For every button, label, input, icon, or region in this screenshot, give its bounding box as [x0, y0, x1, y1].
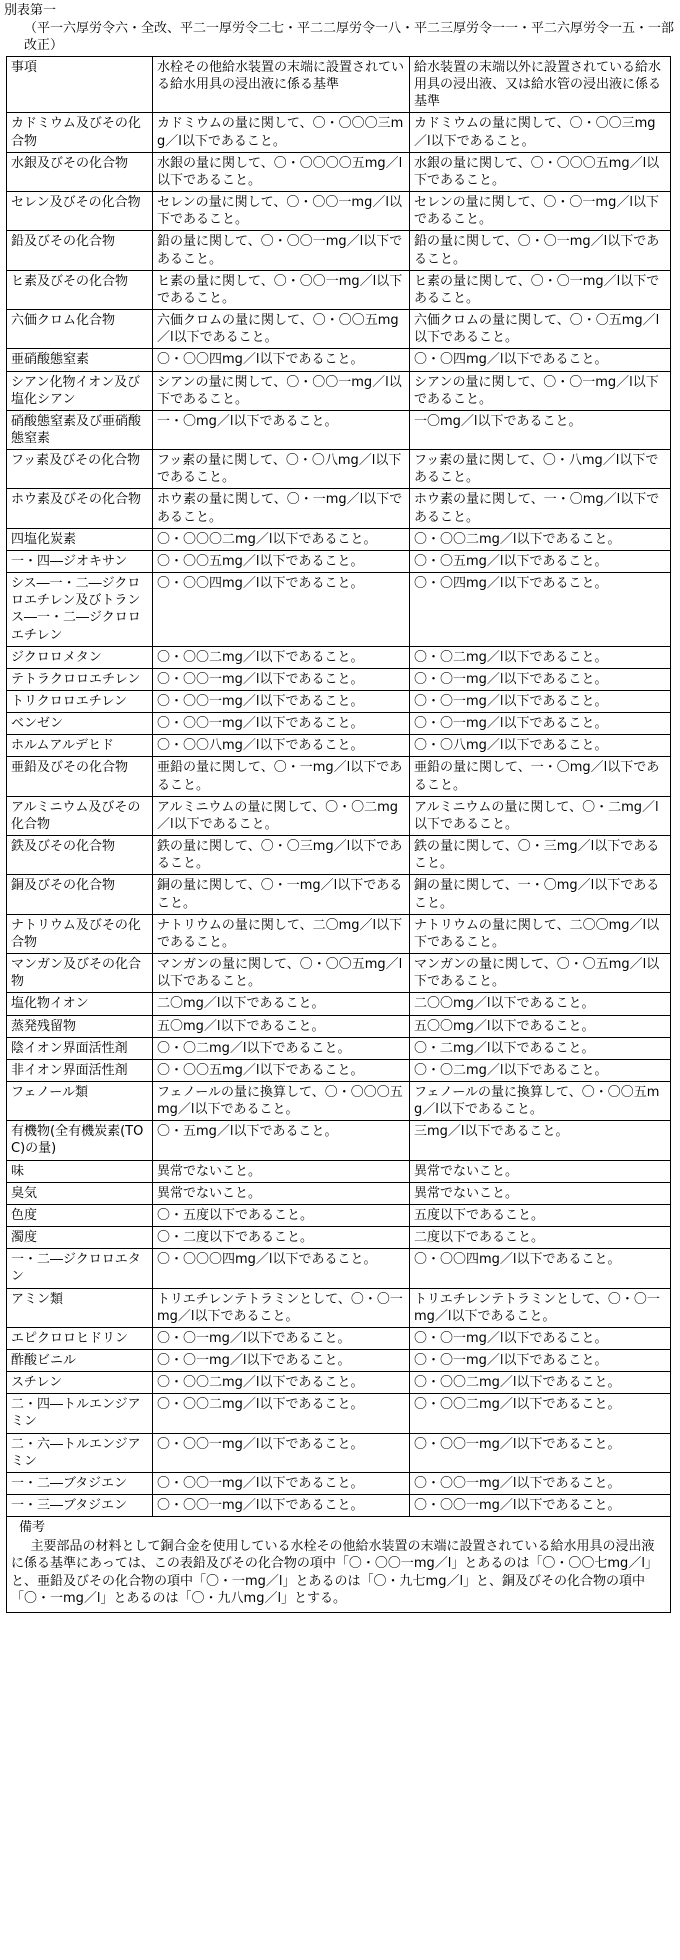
row-non-terminal-value: セレンの量に関して、〇・〇一mg／l以下であること。 — [410, 192, 671, 231]
row-non-terminal-value: 〇・〇四mg／l以下であること。 — [410, 349, 671, 371]
row-non-terminal-value: 〇・〇二mg／l以下であること。 — [410, 646, 671, 668]
row-terminal-value: 〇・〇〇四mg／l以下であること。 — [153, 349, 410, 371]
table-row — [7, 489, 671, 528]
row-non-terminal-value: 〇・〇二mg／l以下であること。 — [410, 1059, 671, 1081]
table-row — [7, 231, 671, 270]
table-row — [7, 993, 671, 1015]
header-terminal-standard: 水栓その他給水装置の末端に設置されている給水用具の浸出液に係る基準 — [153, 57, 410, 113]
row-terminal-value: 銅の量に関して、〇・一mg／l以下であること。 — [153, 875, 410, 914]
row-terminal-value: 〇・〇〇一mg／l以下であること。 — [153, 1472, 410, 1494]
table-row — [7, 836, 671, 875]
table-row — [7, 646, 671, 668]
table-row — [7, 113, 671, 152]
row-non-terminal-value: 異常でないこと。 — [410, 1182, 671, 1204]
row-item: アルミニウム及びその化合物 — [7, 796, 153, 835]
row-non-terminal-value: 銅の量に関して、一・〇mg／l以下であること。 — [410, 875, 671, 914]
row-terminal-value: 異常でないこと。 — [153, 1160, 410, 1182]
row-terminal-value: 六価クロムの量に関して、〇・〇〇五mg／l以下であること。 — [153, 310, 410, 349]
row-terminal-value: 〇・〇〇一mg／l以下であること。 — [153, 1433, 410, 1472]
row-terminal-value: 〇・〇一mg／l以下であること。 — [153, 1350, 410, 1372]
row-non-terminal-value: 〇・〇一mg／l以下であること。 — [410, 691, 671, 713]
row-non-terminal-value: 〇・〇一mg／l以下であること。 — [410, 668, 671, 690]
row-non-terminal-value: ヒ素の量に関して、〇・〇一mg／l以下であること。 — [410, 270, 671, 309]
row-terminal-value: 亜鉛の量に関して、〇・一mg／l以下であること。 — [153, 757, 410, 796]
row-item: マンガン及びその化合物 — [7, 954, 153, 993]
document-title: 別表第一 — [4, 3, 57, 18]
row-terminal-value: 〇・五度以下であること。 — [153, 1204, 410, 1226]
table-row — [7, 954, 671, 993]
row-item: ヒ素及びその化合物 — [7, 270, 153, 309]
row-item: フッ素及びその化合物 — [7, 450, 153, 489]
row-item: 鉄及びその化合物 — [7, 836, 153, 875]
row-terminal-value: 二〇mg／l以下であること。 — [153, 993, 410, 1015]
remarks-text: 主要部品の材料として銅合金を使用している水栓その他給水装置の末端に設置されている給水用具の浸出液に係る基準にあっては、この表鉛及びその化合物の項中「〇・〇〇一mg／l」とあるのは「〇・〇〇七mg／l」と、亜鉛及びその化合物の項中「〇・一mg／l」とあるのは「〇・九七mg／l」と、銅及びその化合物の項中「〇・一mg／l」とあるのは「〇・九八mg／l」とする。 — [11, 1538, 658, 1607]
row-non-terminal-value: 〇・〇八mg／l以下であること。 — [410, 735, 671, 757]
standards-table-body — [7, 57, 671, 1517]
row-item: 亜鉛及びその化合物 — [7, 757, 153, 796]
table-row — [7, 573, 671, 647]
row-item: 味 — [7, 1160, 153, 1182]
row-item: 二・六―トルエンジアミン — [7, 1433, 153, 1472]
table-row — [7, 1372, 671, 1394]
row-non-terminal-value: 異常でないこと。 — [410, 1160, 671, 1182]
row-non-terminal-value: 三mg／l以下であること。 — [410, 1121, 671, 1160]
row-terminal-value: 〇・〇〇二mg／l以下であること。 — [153, 646, 410, 668]
row-terminal-value: トリエチレンテトラミンとして、〇・〇一mg／l以下であること。 — [153, 1288, 410, 1327]
table-row — [7, 310, 671, 349]
table-row — [7, 1182, 671, 1204]
row-non-terminal-value: 六価クロムの量に関して、〇・〇五mg／l以下であること。 — [410, 310, 671, 349]
row-item: テトラクロロエチレン — [7, 668, 153, 690]
row-item: ジクロロメタン — [7, 646, 153, 668]
row-non-terminal-value: 〇・〇〇二mg／l以下であること。 — [410, 1372, 671, 1394]
row-non-terminal-value: 水銀の量に関して、〇・〇〇〇五mg／l以下であること。 — [410, 152, 671, 191]
row-terminal-value: 〇・〇〇八mg／l以下であること。 — [153, 735, 410, 757]
row-terminal-value: 〇・〇〇一mg／l以下であること。 — [153, 668, 410, 690]
row-item: アミン類 — [7, 1288, 153, 1327]
row-non-terminal-value: 〇・〇〇二mg／l以下であること。 — [410, 1394, 671, 1433]
standards-table — [6, 56, 671, 1517]
row-item: フェノール類 — [7, 1081, 153, 1120]
table-row — [7, 1204, 671, 1226]
row-terminal-value: 〇・〇〇五mg／l以下であること。 — [153, 1059, 410, 1081]
row-terminal-value: 〇・〇〇五mg／l以下であること。 — [153, 550, 410, 572]
row-item: カドミウム及びその化合物 — [7, 113, 153, 152]
table-row — [7, 1288, 671, 1327]
row-terminal-value: ナトリウムの量に関して、二〇mg／l以下であること。 — [153, 914, 410, 953]
row-terminal-value: 〇・〇〇二mg／l以下であること。 — [153, 1372, 410, 1394]
row-non-terminal-value: 一〇mg／l以下であること。 — [410, 410, 671, 449]
row-non-terminal-value: フェノールの量に換算して、〇・〇〇五mg／l以下であること。 — [410, 1081, 671, 1120]
row-non-terminal-value: アルミニウムの量に関して、〇・二mg／l以下であること。 — [410, 796, 671, 835]
row-terminal-value: 水銀の量に関して、〇・〇〇〇〇五mg／l以下であること。 — [153, 152, 410, 191]
table-row — [7, 1249, 671, 1288]
row-item: ベンゼン — [7, 713, 153, 735]
row-terminal-value: シアンの量に関して、〇・〇〇一mg／l以下であること。 — [153, 371, 410, 410]
row-terminal-value: フェノールの量に換算して、〇・〇〇〇五mg／l以下であること。 — [153, 1081, 410, 1120]
row-item: 水銀及びその化合物 — [7, 152, 153, 191]
table-row — [7, 713, 671, 735]
row-item: 有機物(全有機炭素(TOC)の量) — [7, 1121, 153, 1160]
row-item: ホウ素及びその化合物 — [7, 489, 153, 528]
row-terminal-value: フッ素の量に関して、〇・〇八mg／l以下であること。 — [153, 450, 410, 489]
row-item: シアン化物イオン及び塩化シアン — [7, 371, 153, 410]
row-item: 一・二―ブタジエン — [7, 1472, 153, 1494]
row-terminal-value: 〇・〇〇一mg／l以下であること。 — [153, 691, 410, 713]
table-row — [7, 668, 671, 690]
row-item: シス―一・二―ジクロロエチレン及びトランス―一・二―ジクロロエチレン — [7, 573, 153, 647]
row-item: ホルムアルデヒド — [7, 735, 153, 757]
row-item: 非イオン界面活性剤 — [7, 1059, 153, 1081]
table-row — [7, 1059, 671, 1081]
table-row — [7, 1037, 671, 1059]
row-non-terminal-value: 〇・〇〇二mg／l以下であること。 — [410, 528, 671, 550]
table-row — [7, 735, 671, 757]
row-item: スチレン — [7, 1372, 153, 1394]
row-non-terminal-value: 〇・〇〇一mg／l以下であること。 — [410, 1472, 671, 1494]
row-terminal-value: 〇・〇〇〇二mg／l以下であること。 — [153, 528, 410, 550]
row-terminal-value: セレンの量に関して、〇・〇〇一mg／l以下であること。 — [153, 192, 410, 231]
table-row — [7, 528, 671, 550]
row-item: 色度 — [7, 1204, 153, 1226]
row-terminal-value: ホウ素の量に関して、〇・一mg／l以下であること。 — [153, 489, 410, 528]
row-non-terminal-value: カドミウムの量に関して、〇・〇〇三mg／l以下であること。 — [410, 113, 671, 152]
row-terminal-value: 五〇mg／l以下であること。 — [153, 1015, 410, 1037]
header-item: 事項 — [7, 57, 153, 113]
table-row — [7, 1160, 671, 1182]
table-row — [7, 1227, 671, 1249]
table-row — [7, 1081, 671, 1120]
row-item: 一・二―ジクロロエタン — [7, 1249, 153, 1288]
row-item: トリクロロエチレン — [7, 691, 153, 713]
table-row — [7, 1121, 671, 1160]
row-non-terminal-value: マンガンの量に関して、〇・〇五mg／l以下であること。 — [410, 954, 671, 993]
row-non-terminal-value: 〇・〇一mg／l以下であること。 — [410, 1327, 671, 1349]
remarks-title: 備考 — [19, 1520, 46, 1535]
row-terminal-value: 〇・〇〇一mg／l以下であること。 — [153, 1495, 410, 1517]
row-terminal-value: 〇・〇〇一mg／l以下であること。 — [153, 713, 410, 735]
row-terminal-value: ヒ素の量に関して、〇・〇〇一mg／l以下であること。 — [153, 270, 410, 309]
row-terminal-value: 異常でないこと。 — [153, 1182, 410, 1204]
row-non-terminal-value: フッ素の量に関して、〇・八mg／l以下であること。 — [410, 450, 671, 489]
table-row — [7, 757, 671, 796]
row-non-terminal-value: 〇・〇〇一mg／l以下であること。 — [410, 1433, 671, 1472]
row-terminal-value: カドミウムの量に関して、〇・〇〇〇三mg／l以下であること。 — [153, 113, 410, 152]
row-item: 臭気 — [7, 1182, 153, 1204]
row-non-terminal-value: ホウ素の量に関して、一・〇mg／l以下であること。 — [410, 489, 671, 528]
row-non-terminal-value: 〇・〇四mg／l以下であること。 — [410, 573, 671, 647]
row-item: 六価クロム化合物 — [7, 310, 153, 349]
table-row — [7, 1015, 671, 1037]
row-non-terminal-value: 〇・〇〇一mg／l以下であること。 — [410, 1495, 671, 1517]
row-non-terminal-value: 〇・〇〇四mg／l以下であること。 — [410, 1249, 671, 1288]
row-item: ナトリウム及びその化合物 — [7, 914, 153, 953]
row-item: セレン及びその化合物 — [7, 192, 153, 231]
table-row — [7, 1327, 671, 1349]
row-non-terminal-value: 〇・〇一mg／l以下であること。 — [410, 713, 671, 735]
row-non-terminal-value: 二度以下であること。 — [410, 1227, 671, 1249]
table-row — [7, 1350, 671, 1372]
table-header-row — [7, 57, 671, 113]
row-non-terminal-value: 鉛の量に関して、〇・〇一mg／l以下であること。 — [410, 231, 671, 270]
table-row — [7, 796, 671, 835]
row-item: 二・四―トルエンジアミン — [7, 1394, 153, 1433]
row-non-terminal-value: ナトリウムの量に関して、二〇〇mg／l以下であること。 — [410, 914, 671, 953]
row-terminal-value: 〇・〇〇四mg／l以下であること。 — [153, 573, 410, 647]
table-row — [7, 1394, 671, 1433]
table-row — [7, 875, 671, 914]
table-row — [7, 192, 671, 231]
table-row — [7, 1433, 671, 1472]
table-row — [7, 550, 671, 572]
row-terminal-value: 一・〇mg／l以下であること。 — [153, 410, 410, 449]
row-terminal-value: 〇・〇二mg／l以下であること。 — [153, 1037, 410, 1059]
row-item: 銅及びその化合物 — [7, 875, 153, 914]
row-terminal-value: アルミニウムの量に関して、〇・〇二mg／l以下であること。 — [153, 796, 410, 835]
row-terminal-value: 〇・〇〇二mg／l以下であること。 — [153, 1394, 410, 1433]
table-row — [7, 1472, 671, 1494]
row-non-terminal-value: 五〇〇mg／l以下であること。 — [410, 1015, 671, 1037]
row-item: エピクロロヒドリン — [7, 1327, 153, 1349]
table-row — [7, 914, 671, 953]
table-row — [7, 410, 671, 449]
row-item: 陰イオン界面活性剤 — [7, 1037, 153, 1059]
table-row — [7, 270, 671, 309]
table-row — [7, 152, 671, 191]
row-terminal-value: 鉛の量に関して、〇・〇〇一mg／l以下であること。 — [153, 231, 410, 270]
row-non-terminal-value: 〇・〇一mg／l以下であること。 — [410, 1350, 671, 1372]
row-item: 蒸発残留物 — [7, 1015, 153, 1037]
row-non-terminal-value: 亜鉛の量に関して、一・〇mg／l以下であること。 — [410, 757, 671, 796]
row-terminal-value: 〇・五mg／l以下であること。 — [153, 1121, 410, 1160]
row-item: 亜硝酸態窒素 — [7, 349, 153, 371]
row-item: 鉛及びその化合物 — [7, 231, 153, 270]
row-item: 一・三―ブタジエン — [7, 1495, 153, 1517]
table-row — [7, 1495, 671, 1517]
row-terminal-value: マンガンの量に関して、〇・〇〇五mg／l以下であること。 — [153, 954, 410, 993]
row-terminal-value: 〇・二度以下であること。 — [153, 1227, 410, 1249]
row-item: 塩化物イオン — [7, 993, 153, 1015]
row-terminal-value: 〇・〇一mg／l以下であること。 — [153, 1327, 410, 1349]
row-non-terminal-value: 〇・〇五mg／l以下であること。 — [410, 550, 671, 572]
row-non-terminal-value: シアンの量に関して、〇・〇一mg／l以下であること。 — [410, 371, 671, 410]
table-row — [7, 349, 671, 371]
remarks-box — [6, 1517, 671, 1613]
row-non-terminal-value: 二〇〇mg／l以下であること。 — [410, 993, 671, 1015]
row-item: 酢酸ビニル — [7, 1350, 153, 1372]
row-terminal-value: 鉄の量に関して、〇・〇三mg／l以下であること。 — [153, 836, 410, 875]
row-item: 四塩化炭素 — [7, 528, 153, 550]
row-non-terminal-value: 〇・二mg／l以下であること。 — [410, 1037, 671, 1059]
row-non-terminal-value: トリエチレンテトラミンとして、〇・〇一mg／l以下であること。 — [410, 1288, 671, 1327]
row-item: 一・四―ジオキサン — [7, 550, 153, 572]
row-item: 濁度 — [7, 1227, 153, 1249]
table-row — [7, 450, 671, 489]
row-item: 硝酸態窒素及び亜硝酸態窒素 — [7, 410, 153, 449]
table-row — [7, 371, 671, 410]
table-row — [7, 691, 671, 713]
header-non-terminal-standard: 給水装置の末端以外に設置されている給水用具の浸出液、又は給水管の浸出液に係る基準 — [410, 57, 671, 113]
row-terminal-value: 〇・〇〇〇四mg／l以下であること。 — [153, 1249, 410, 1288]
row-non-terminal-value: 鉄の量に関して、〇・三mg／l以下であること。 — [410, 836, 671, 875]
row-non-terminal-value: 五度以下であること。 — [410, 1204, 671, 1226]
amendment-note: （平一六厚労令六・全改、平二一厚労令二七・平二二厚労令一八・平二三厚労令一一・平二六厚労令一五・一部改正） — [24, 21, 675, 54]
